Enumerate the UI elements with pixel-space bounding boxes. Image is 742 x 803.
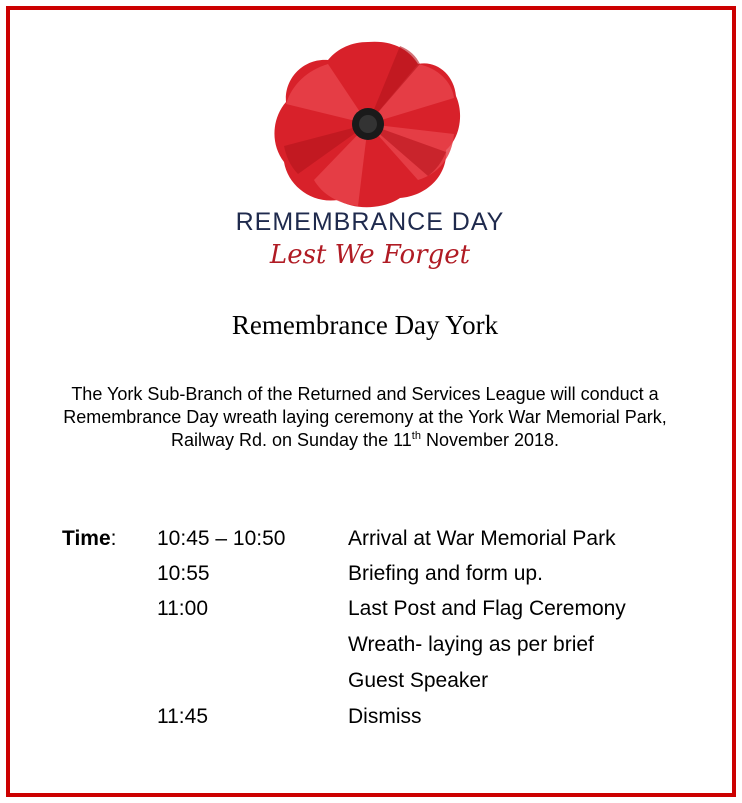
schedule-time: 11:00 <box>157 597 208 620</box>
intro-text: The York Sub-Branch of the Returned and Services League will conduct a Remembrance Day wreath laying ceremony at the York War Memorial Park, Railway Rd. on Sunday the 11 <box>63 384 667 450</box>
schedule-event: Briefing and form up. <box>348 562 543 585</box>
logo-title: REMEMBRANCE DAY <box>235 208 505 236</box>
intro-text-end: November 2018. <box>420 430 560 450</box>
schedule-event: Dismiss <box>348 705 422 728</box>
time-label-text: Time <box>62 527 111 550</box>
poppy-icon <box>268 34 468 214</box>
logo-subtitle: Lest We Forget <box>269 240 471 270</box>
time-label <box>62 527 116 551</box>
intro-superscript: th <box>411 430 421 442</box>
schedule-time: 11:45 <box>157 705 208 728</box>
time-label-colon: : <box>110 527 117 550</box>
schedule-time: 10:45 – 10:50 <box>157 527 286 550</box>
schedule-event: Guest Speaker <box>348 669 489 692</box>
page-title: Remembrance Day York <box>231 310 499 340</box>
schedule-event: Last Post and Flag Ceremony <box>348 597 626 620</box>
intro-paragraph <box>40 383 690 452</box>
schedule-event: Wreath- laying as per brief <box>348 633 594 656</box>
schedule-time: 10:55 <box>157 562 210 585</box>
schedule-event: Arrival at War Memorial Park <box>348 527 616 550</box>
